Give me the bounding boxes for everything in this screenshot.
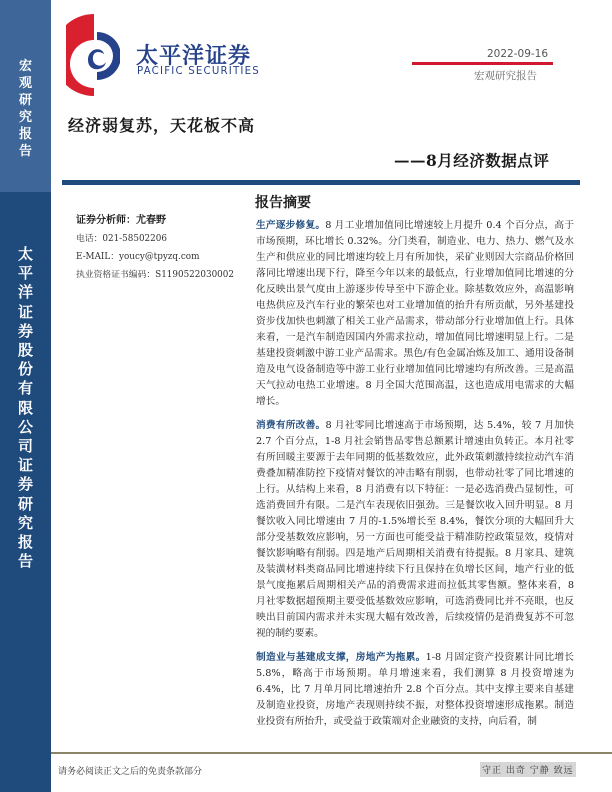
paragraph-text: 1-8 月固定资产投资累计同比增长 5.8%，略高于市场预期。单月增速来看，我们测算 8 月投资增速为 6.4%，比 7 月单月同比增速抬升 2.8 个百分点。其中支撑主要来自基建及制造业投资，房地产表现则持续不振，对整体投资增速形成拖累。制造业投资有所抬升，或受益于政策端对企业融资的支持，向后看，制 <box>256 652 574 727</box>
summary-paragraph-investment <box>256 650 574 730</box>
summary-paragraph-consumption <box>256 418 574 642</box>
analyst-email[interactable]: E-MAIL：youcy@tpyzq.com <box>76 252 200 262</box>
footer-motto: 守正 出奇 宁静 致远 <box>480 762 576 777</box>
analyst-name: 证券分析师：尤春野 <box>76 215 166 226</box>
red-divider <box>412 62 553 65</box>
paragraph-text: 8 月社零同比增速高于市场预期，达 5.4%，较 7 月加快 2.7 个百分点，1-8 月社会销售品零售总额累计增速由负转正。本月社零有所回暖主要源于去年同期的低基数效应，此外政策刺激持续拉动汽车消费叠加精准防控下疫情对餐饮的冲击略有削弱，也带动社零了同比增速的上行。从结构上来看，8 月消费有以下特征：一是必选消费凸显韧性，可选消费回升有限。二是汽车表现依旧强劲。三是餐饮收入回升明显。8 月餐饮收入同比增速由 7 月的-1.5%增长至 8.4%，餐饮分项的大幅回升大部分受基数效应影响，另一方面也可能受益于精准防控政策显效，疫情对餐饮影响略有削弱。四是地产后周期相关消费有待提振。8 月家具、建筑及装潢材料类商品同比增速持续下行且保持在负增长区间，地产行业的低景气度拖累后周期相关产品的消费需求进而拉低其零售额。整体来看，8 月社零数据超预期主要受低基数效应影响，可选消费同比并不亮眼，也反映出目前国内需求并未实现大幅有效改善，后续疫情仍是消费复苏不可忽视的制约要素。 <box>256 420 574 639</box>
report-subtitle: ——8月经济数据点评 <box>394 151 550 170</box>
footer-disclaimer: 请务必阅读正文之后的免责条款部分 <box>58 767 203 777</box>
paragraph-lead: 生产逐步修复。 <box>256 220 326 231</box>
paragraph-lead: 制造业与基建成支撑，房地产为拖累。 <box>256 652 426 663</box>
summary-heading: 报告摘要 <box>255 195 311 211</box>
sidebar-company-name: 太 平 洋 证 券 股 份 有 限 公 司 证 券 研 究 报 告 <box>17 245 33 571</box>
analyst-phone: 电话：021-58502206 <box>76 234 167 244</box>
paragraph-lead: 消费有所改善。 <box>256 420 326 431</box>
footer-divider <box>51 752 612 754</box>
report-title: 经济弱复苏，天花板不高 <box>68 116 256 135</box>
analyst-license: 执业资格证书编码：S1190522030002 <box>76 270 234 280</box>
report-date: 2022-09-16 <box>487 48 549 60</box>
analyst-info <box>76 212 234 284</box>
sidebar-report-category: 宏 观 研 究 报 告 <box>18 59 32 159</box>
summary-paragraph-production <box>256 218 574 410</box>
report-type: 宏观研究报告 <box>474 70 537 82</box>
paragraph-text: 8 月工业增加值同比增速较上月提升 0.4 个百分点，高于市场预期，环比增长 0.32%。分门类看，制造业、电力、热力、燃气及水生产和供应业的同比增速均较上月有所加快，采矿业则因大宗商品价格回落同比增速出现下行，降至今年以来的最低点，行业增加值同比增速的分化反映出景气度由上游逐步传导至中下游企业。除基数效应外，高温影响电热供应及汽车行业的繁荣也对工业增加值的抬升有所贡献，另外基建投资步伐加快也刺激了相关工业产品需求，带动部分行业增加值上行。具体来看，一是汽车制造因国内外需求拉动，增加值同比增速明显上行。二是基建投资刺激中游工业产品需求。黑色/有色金属冶炼及加工、通用设备制造及电气设备制造等中游工业行业增加值同比增速均有所改善。三是高温天气拉动电热工业增速。8 月全国大范围高温，这也造成用电需求的大幅增长。 <box>256 220 575 407</box>
brand-name-en: PACIFIC SECURITIES <box>137 66 260 77</box>
blue-divider <box>62 180 580 185</box>
pacific-securities-logo-icon <box>66 10 120 100</box>
brand-name-cn: 太平洋证券 <box>136 44 252 69</box>
